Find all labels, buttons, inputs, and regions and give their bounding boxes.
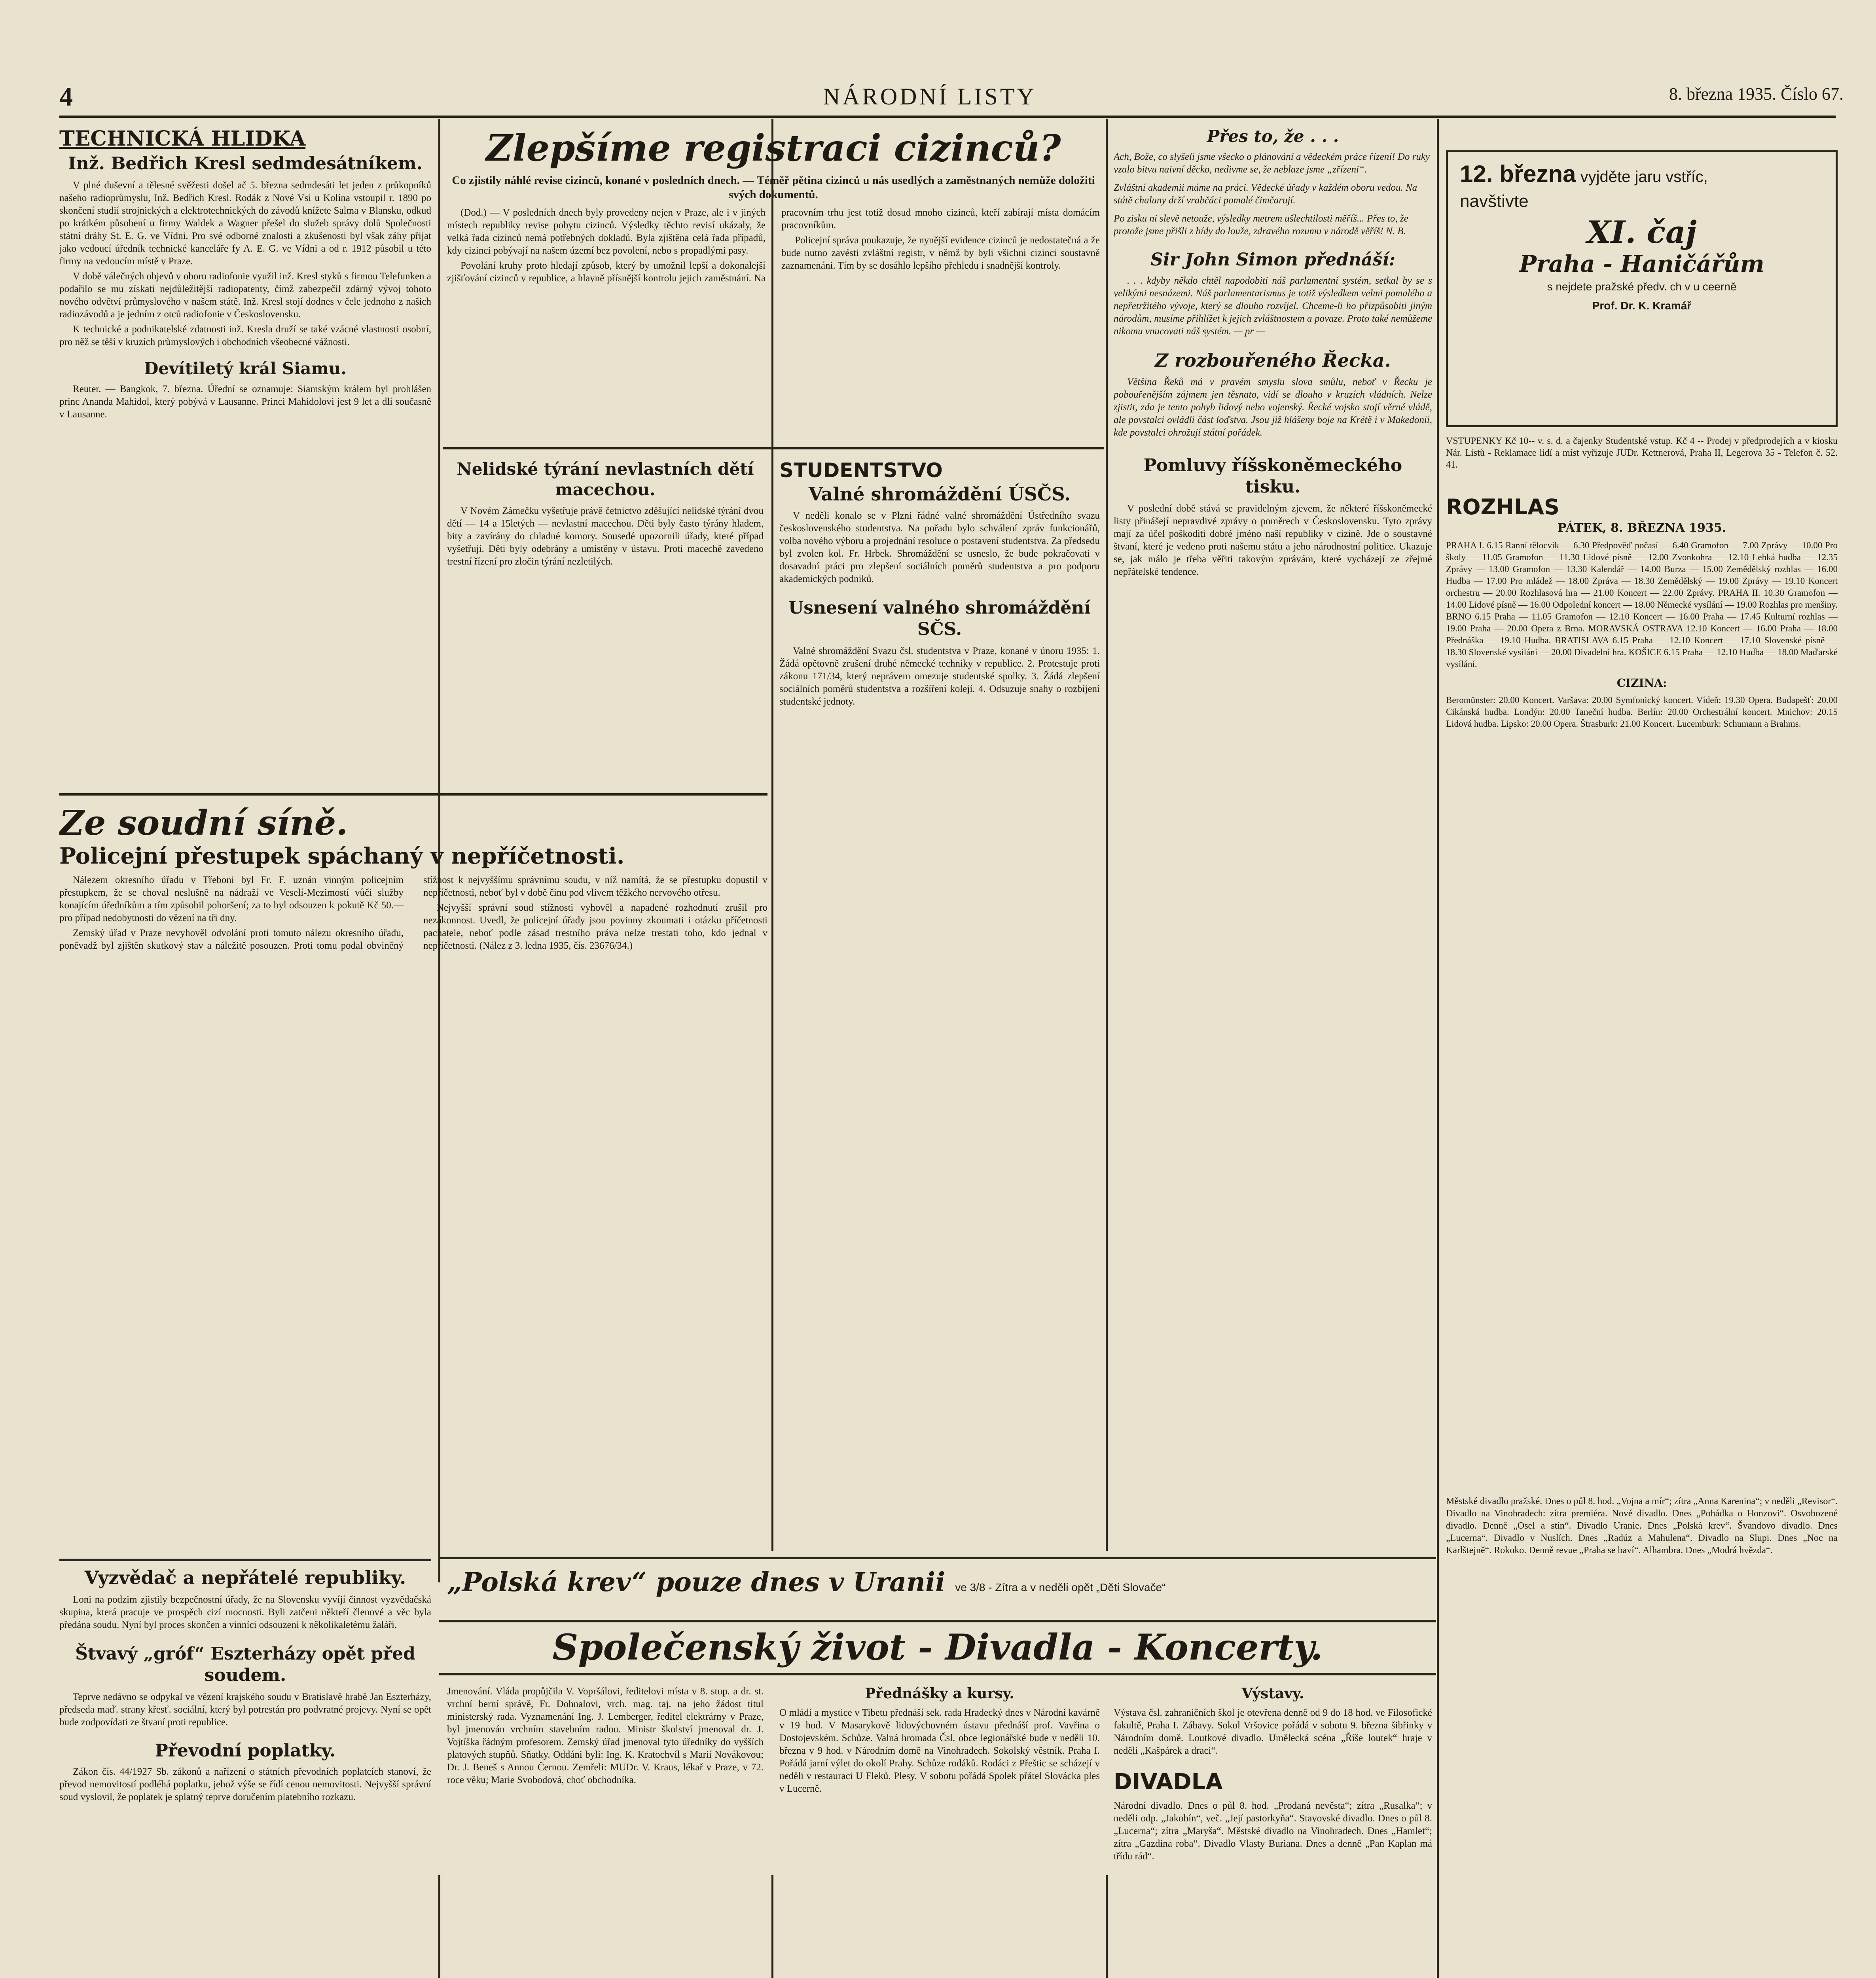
paragraph: Zemský úřad v Praze nevyhověl odvolání proti tomuto nálezu okresního úřadu, poněvadž byl zjištěn skutkový stav a náležitě posouzen. Proti tomu podal obviněný stížnost k nejvyššímu správnímu soudu, v níž namítá, že se přestupku dopustil v nepříčetnosti, neboť byl v době činu pod vlivem těžkého nervového otřesu. bbox=[59, 875, 767, 951]
court-section bbox=[59, 803, 767, 1555]
article-body bbox=[1114, 275, 1432, 338]
article-title: Štvavý „gróf“ Eszterházy opět před soudem. bbox=[75, 1644, 415, 1685]
ad-subtitle: Praha - Haničářům bbox=[1519, 250, 1764, 277]
article-title: Sir John Simon přednáší: bbox=[1150, 250, 1396, 270]
article-body bbox=[447, 505, 764, 568]
social-column-2 bbox=[779, 1685, 1100, 1978]
section-rule bbox=[439, 1557, 1436, 1559]
section-rule bbox=[59, 1559, 431, 1561]
article-title: Nelidské týrání nevlastních dětí macechou. bbox=[457, 459, 754, 499]
radio-foreign: Beromünster: 20.00 Koncert. Varšava: 20.00 Symfonický koncert. Vídeň: 19.30 Opera. Budapešť: 20.00 Cikánská hudba. Londýn: 20.00 Taneční hudba. Berlín: 20.00 Orchestrální koncert. Mnichov: 20.15 Lidová hudba. Lipsko: 20.00 Opera. Štrasburk: 21.00 Koncert. Lucemburk: Schumann a Brahms. bbox=[1446, 695, 1838, 729]
paragraph: V Novém Zámečku vyšetřuje právě četnictvo zděšující nelidské týrání dvou dětí — 14 a 15letých — nevlastní macechou. Děti byly často týrány hladem, bity a zavírány do chladné komory. Sousedé upozornili úřady, které případ vyšetřují. Děti byly odebrány a umístěny v ústavu. Proti macechě zavedeno trestní řízení pro zločin týrání nezletilých. bbox=[447, 506, 764, 567]
paragraph: Většina Řeků má v pravém smyslu slova smůlu, neboť v Řecku je pobouřenějším zájmem jen těsnato, vidí se dlouho v kruzích vládních. Nelze zjistit, zda je tento pohyb lidový nebo vojenský. Řecké vojsko stojí věrné vládě, ale povstalci ovládli část loďstva. Jsou již hlášeny boje na Krétě i v Makedonii, kde povstalci ohrožují státní pořádek. bbox=[1114, 377, 1432, 438]
paragraph: V neděli konalo se v Plzni řádné valné shromáždění Ústředního svazu československého studentstva. Na pořadu bylo schválení zpráv funkcionářů, volba nového výboru a projednání resoluce o postavení studentstva. Za předsedu byl zvolen kol. Fr. Hrbek. Shromáždění se usneslo, že bude pokračovati v dosavadní práci pro zlepšení sociálních poměrů studentstva a pro podporu akademických podniků. bbox=[779, 510, 1100, 584]
ad-line-2: navštivte bbox=[1460, 191, 1529, 211]
ad-line-3: s nejdete pražské předv. ch v u ceerně bbox=[1547, 280, 1737, 293]
uranie-banner bbox=[447, 1567, 1436, 1614]
society-banner bbox=[439, 1620, 1436, 1675]
paragraph: V plné duševní a tělesné svěžesti došel ač 5. března sedmdesáti let jeden z průkopníků našeho radioprůmyslu, Inž. Bedřich Kresl. Rodák z Nové Vsi u Kolína vstoupil r. 1890 po skončení studií strojnických a elektrotechnických do závodů knížete Salma v Blansku, odkud po krátkém působení u firmy Waldek a Wagner přešel do služeb správy dolů Společnosti státní dráhy St. E. G. ve Vídni. Pro své odborné znalosti a zkušenosti byl však záhy přijat jako vedoucí úředník technické kanceláře fy A. E. G. ve Vídni a od r. 1912 působil u této firmy na vedoucím místě v Praze. bbox=[59, 180, 431, 267]
poem-title: Přes to, že . . . bbox=[1207, 127, 1339, 146]
article-lead: Co zjistily náhlé revise cizinců, konané v posledních dnech. — Téměř pětina cizinců u nás usedlých a zaměstnaných nemůže doložiti svých dokumentů. bbox=[452, 174, 1095, 201]
tea-dance-ad bbox=[1446, 150, 1838, 427]
banner-title: „Polská krev“ pouze dnes v Uranii bbox=[447, 1567, 946, 1597]
social-column-1: Jmenování. Vláda propůjčila V. Vopršálovi, ředitelovi místa v 8. stup. a dr. st. vrchní berní správě, Fr. Dohnalovi, vrch. mag. taj. na jeho žádost titul ministerský rada. Vyznamenání Ing. J. Lemberger, ředitel elektrárny v Praze, byl jmenován vrchním stavebním radou. Ministr školství jmenoval dr. J. Vojtíška řádným profesorem. Zemský úřad jmenoval tyto úředníky do vyšších platových stupňů. Sňatky. Oddáni byli: Ing. K. Kratochvíl s Marií Novákovou; Dr. J. Beneš s Annou Černou. Zemřeli: MUDr. V. Kraus, lékař v Praze, v 72. roce věku; Marie Svobodová, choť obchodníka. bbox=[447, 1686, 764, 1785]
section-heading: STUDENTSTVO bbox=[779, 459, 943, 482]
article-title: Zlepšíme registraci cizinců? bbox=[486, 127, 1061, 169]
column-rule bbox=[1106, 1875, 1108, 1978]
section-rule bbox=[59, 793, 767, 796]
social-column-3 bbox=[1114, 1685, 1432, 1978]
stanza: Ach, Bože, co slyšeli jsme všecko o plánování a vědeckém práce řízení! Do ruky vzalo bitvu naivní děcko, nedivme se, že neblaze jsme „zřízeni“. bbox=[1114, 152, 1430, 175]
paragraph: Reuter. — Bangkok, 7. března. Úřední se oznamuje: Siamským králem byl prohlášen princ Ananda Mahidol, který pobývá v Lausanne. Princi Mahidolovi jest 9 let a dlí současně v Lausanne. bbox=[59, 384, 431, 420]
section-rule bbox=[443, 447, 1104, 449]
paragraph: (Dod.) — V posledních dnech byly provedeny nejen v Praze, ale i v jiných místech republiky revise pobytu cizinců. Výsledky těchto revisí ukázaly, že velká řada cizinců nemá potřebných dokladů. Byla zjištěna celá řada případů, kdy cizinci pobývají na našem území bez povolení, nebo s propadlými pasy. bbox=[447, 207, 766, 256]
article-body bbox=[1114, 376, 1432, 439]
article-body bbox=[59, 1766, 431, 1804]
section-heading: TECHNICKÁ HLIDKA bbox=[59, 127, 306, 151]
paragraph: Povolání kruhy proto hledají způsob, který by umožnil lepší a dokonalejší zjišťování cizinců v republice, a hlavně přísnější kontrolu jejich zaměstnání. Na pracovním trhu jest totiž dosud mnoho cizinců, kteří zabírají místa domácím pracovníkům. bbox=[447, 207, 1100, 284]
radio-program: PRAHA I. 6.15 Ranní tělocvik — 6.30 Předpověď počasí — 6.40 Gramofon — 7.00 Zprávy — 10.00 Pro školy — 11.05 Gramofon — 11.30 Lidové písně — 12.00 Zvonkohra — 12.10 Lehká hudba — 12.35 Zprávy — 13.00 Gramofon — 13.30 Kalendář — 14.00 Burza — 15.00 Zemědělský rozhlas — 16.00 Hudba — 17.00 Pro mládež — 18.00 Zpráva — 18.30 Zemědělský — 19.00 Zprávy — 19.10 Koncert orchestru — 20.00 Rozhlasová hra — 21.00 Koncert — 22.00 Zprávy. PRAHA II. 10.30 Gramofon — 14.00 Lidové písně — 16.00 Odpolední koncert — 18.00 Německé vysílání — 19.00 Rozhlas pro menšiny. BRNO 6.15 Praha — 11.05 Gramofon — 12.10 Koncert — 16.00 Praha — 17.45 Kulturní rozhlas — 19.00 Praha — 20.00 Opera z Brna. MORAVSKÁ OSTRAVA 12.10 Koncert — 16.00 Praha — 18.00 Přednáška — 19.10 Hudba. BRATISLAVA 6.15 Praha — 12.10 Koncert — 17.10 Slovenské písně — 18.30 Slovenské vysílání — 20.00 Divadelní hra. KOŠICE 6.15 Praha — 12.10 Hudba — 18.00 Maďarské vysílání. bbox=[1446, 540, 1838, 669]
ad-date: 12. března bbox=[1460, 161, 1576, 187]
column-rule bbox=[1437, 119, 1439, 1978]
paragraph: K technické a podnikatelské zdatnosti inž. Kresla druží se také vzácné vlastnosti osobní, pro něž se těší v kruzích průmyslových i obchodních všeobecné vážnosti. bbox=[59, 324, 431, 347]
radio-foreign-heading: CIZINA: bbox=[1616, 676, 1667, 690]
ad-line-1: vyjděte jaru vstříc, bbox=[1580, 168, 1708, 186]
student-section bbox=[779, 459, 1100, 1543]
article-title: Pomluvy říšskoněmeckého tisku. bbox=[1143, 455, 1402, 497]
article-title: Výstavy. bbox=[1241, 1685, 1304, 1702]
radio-day: PÁTEK, 8. BŘEZNA 1935. bbox=[1557, 521, 1726, 535]
article-body bbox=[59, 874, 767, 953]
article-body bbox=[59, 383, 431, 421]
paragraph: Nálezem okresního úřadu v Třeboni byl Fr. F. uznán vinným policejním přestupkem, že se choval neslušně na nádraží ve Veselí-Mezimostí vůči služby konajícím úředníkům a tím způsobil pohoršení; za to byl odsouzen k pokutě Kč 50.— pro případ nedobytnosti do vězení na tři dny. bbox=[59, 875, 404, 923]
article-title: Inž. Bedřich Kresl sedmdesátníkem. bbox=[68, 153, 423, 174]
article-body bbox=[779, 510, 1100, 585]
article-body bbox=[1114, 502, 1432, 578]
paragraph: . . . kdyby někdo chtěl napodobiti náš parlamentní systém, setkal by se s velikými nesnázemi. Náš parlamentarismus je totiž výsledkem velmi pomalého a nepřetržitého vývoje, který se dlouho rozvíjel. Chceme-li ho přizpůsobiti jiným národům, musíme přihlížet k jejich zvláštnostem a povaze. Proto také nemůžeme nikomu vnucovati náš systém. — pr — bbox=[1114, 275, 1432, 337]
article-body bbox=[59, 179, 431, 349]
article-body: Výstava čsl. zahraničních škol je otevřena denně od 9 do 18 hod. ve Filosofické fakultě, Praha I. Zábavy. Sokol Vršovice pořádá v sobotu 9. března šibřinky v Národním domě. Loutkové divadlo. Umělecká scéna „Říše loutek“ hraje v neděli „Kašpárek a draci“. bbox=[1114, 1707, 1432, 1756]
stanza: Zvláštní akademii máme na práci. Vědecké úřady v každém oboru vedou. Na státě chaluny drží vrabčáci pomalé čimčarují. bbox=[1114, 182, 1417, 206]
section-heading: Ze soudní síně. bbox=[59, 803, 348, 843]
article-body: O mládí a mystice v Tibetu přednáší sek. rada Hradecký dnes v Národní kavárně v 19 hod. V Masarykově lidovýchovném ústavu přednáší prof. Vavřina o Dostojevském. Schůze. Valná hromada Čsl. obce legionářské bude v neděli 10. března v 9 hod. v Národním domě na Vinohradech. Sokolský věstník. Praha I. Pořádá jarní výlet do okolí Prahy. Schůze rodáků. Rodáci z Přeštic se scházejí v neděli v restauraci U Fleků. Plesy. V sobotu pořádá Spolek přátel Slovácka ples v Lucerně. bbox=[779, 1707, 1100, 1794]
column-one-lower bbox=[59, 1567, 431, 1978]
ad-title: XI. čaj bbox=[1587, 214, 1697, 250]
paragraph: Teprve nedávno se odpykal ve vězení krajského soudu v Bratislavě hrabě Jan Eszterházy, předseda maď. strany křesť. sociální, který byl potrestán pro podvratné projevy. Nyní se opět bude zodpovídati ze štvaní proti republice. bbox=[59, 1692, 431, 1728]
article-title: Vyzvědač a nepřátelé republiky. bbox=[84, 1567, 406, 1588]
date-issue: 8. března 1935. Číslo 67. bbox=[1669, 84, 1844, 104]
article-body: Národní divadlo. Dnes o půl 8. hod. „Prodaná nevěsta“; zítra „Rusalka“; v neděli odp. „Jakobín“, več. „Její pastorkyňa“. Stavovské divadlo. Dnes o půl 8. „Lucerna“; zítra „Maryša“. Městské divadlo na Vinohradech. Dnes „Hamlet“; zítra „Gazdina roba“. Divadlo Vlasty Buriana. Dnes a denně „Pan Kaplan má třídu rád“. bbox=[1114, 1800, 1432, 1862]
article-body bbox=[447, 207, 1100, 285]
article-title: Přednášky a kursy. bbox=[865, 1685, 1014, 1702]
article-title: Policejní přestupek spáchaný v nepříčetnosti. bbox=[59, 843, 625, 869]
column-rule bbox=[438, 1875, 440, 1978]
ad-line bbox=[1460, 160, 1824, 188]
paragraph: V poslední době stává se pravidelným zjevem, že některé říšskoněmecké listy přinášejí nepravdivé zprávy o poměrech v Československu. Tyto zprávy mají za účel poškoditi dobré jméno naší republiky v cizině. Jde o soustavné štvaní, které je vedeno proti našemu státu a jeho národnostní politice. Ukazuje se, jak málo je třeba věřiti takovým zprávám, které vycházejí ze zřejmé nepřátelské tendence. bbox=[1114, 503, 1432, 577]
banner-main-title: Společenský život - Divadla - Koncerty. bbox=[552, 1626, 1323, 1668]
paragraph: Policejní správa poukazuje, že nynější evidence cizinců je nedostatečná a že bude nutno zavésti zvláštní registr, v němž by byli všichni cizinci soustavně zaznamenáni. Tím by se dosáhlo lepšího přehledu i snadnější kontroly. bbox=[781, 235, 1100, 271]
article-title: Z rozbouřeného Řecka. bbox=[1155, 350, 1391, 371]
column-rule bbox=[1106, 119, 1108, 1551]
column-four bbox=[1114, 127, 1432, 1551]
article-body bbox=[59, 1691, 431, 1729]
paragraph: Valné shromáždění Svazu čsl. studentstva v Praze, konané v únoru 1935: 1. Žádá opětovně zrušení druhé německé techniky v republice. 2. Protestuje proti zákonu 171/34, který neprávem omezuje studentské spolky. 3. Žádá zlepšení sociálních poměrů studentstva a rozšíření kolejí. 4. Odsuzuje snahy o rozbíjení studentské jednoty. bbox=[779, 646, 1100, 707]
article-title: Valné shromáždění ÚSČS. bbox=[808, 483, 1071, 505]
article-title: Usnesení valného shromáždění SČS. bbox=[788, 598, 1091, 639]
article-title: Převodní poplatky. bbox=[155, 1741, 336, 1761]
article-title: Devítiletý král Siamu. bbox=[144, 359, 347, 378]
paragraph: Loni na podzim zjistily bezpečnostní úřady, že na Slovensku vyvíjí činnost vyzvědačská skupina, která pracuje ve prospěch cizí mocnosti. Byli zatčeni někteří členové a věc byla předána soudu. Nyní byl proces skončen a vinníci odsouzeni k několikaletému žaláři. bbox=[59, 1594, 431, 1630]
article-body bbox=[59, 1593, 431, 1631]
paragraph: Nejvyšší správní soud stížnosti vyhověl a napadené rozhodnutí zrušil pro nezákonnost. Uvedl, že policejní úřady jsou povinny zkoumati i otázku příčetnosti pachatele, neboť podle zásad trestního práva nelze trestati toho, kdo jednal v nepříčetnosti. (Nález z 3. ledna 1935, čís. 23676/34.) bbox=[423, 902, 767, 951]
masthead: NÁRODNÍ LISTY bbox=[823, 83, 1037, 110]
poem-body bbox=[1114, 151, 1432, 238]
stanza: Po zisku ni slevě netouže, výsledky metrem ušlechtilosti měříš... Přes to, že protože jsme přišli z bídy do louže, zdravého rozumu v národě věříš! N. B. bbox=[1114, 213, 1408, 237]
header-rule bbox=[59, 116, 1836, 118]
ad-tickets: VSTUPENKY Kč 10-- v. s. d. a čajenky Studentské vstup. Kč 4 -- Prodej v předprodejích a v kiosku Nár. Listů - Reklamace lidí a míst vyřizuje JUDr. Kettnerová, Praha II, Legerova 35 - Telefon č. 52. 41. bbox=[1446, 436, 1838, 470]
theatre-listing: Městské divadlo pražské. Dnes o půl 8. hod. „Vojna a mír“; zítra „Anna Karenina“; v neděli „Revisor“. Divadlo na Vinohradech: zítra premiéra. Nové divadlo. Dnes „Pohádka o Honzovi“. Osvobozené divadlo. Denně „Osel a stín“. Divadlo Uranie. Dnes „Polská krev“. Švandovo divadlo. Dnes „Lucerna“. Divadlo v Nuslích. Dnes „Radúz a Mahulena“. Divadlo na Slupi. Dnes „Noc na Karlštejně“. Rokoko. Denně revue „Praha se baví“. Alhambra. Dnes „Modrá hvězda“. bbox=[1446, 1496, 1838, 1555]
article-body bbox=[779, 645, 1100, 708]
page-number: 4 bbox=[59, 81, 73, 112]
paragraph: V době válečných objevů v oboru radiofonie využil inž. Kresl styků s firmou Telefunken a podařilo se mu získati nejdůležitější radiopatenty, čímž zabezpečil zdárný vývoj tohoto nového odvětví průmyslového v našem státě. Inž. Kresl stojí dodnes v čele jednoho z našich radiozávodů a je jedním z otců radiofonie v Československu. bbox=[59, 271, 431, 320]
stepchildren-article bbox=[447, 459, 764, 787]
section-heading: DIVADLA bbox=[1114, 1769, 1223, 1795]
main-article bbox=[447, 127, 1100, 443]
paragraph: Zákon čís. 44/1927 Sb. zákonů a nařízení o státních převodních poplatcích stanoví, že převod nemovitostí podléhá poplatku, jehož výše se řídí cenou nemovitosti. Nejvyšší správní soud vyslovil, že poplatek je splatný teprve doručením platebního rozkazu. bbox=[59, 1766, 431, 1802]
technical-section bbox=[59, 127, 431, 795]
column-rule bbox=[771, 1875, 773, 1978]
banner-note: ve 3/8 - Zítra a v neděli opět „Děti Slovače“ bbox=[955, 1581, 1166, 1593]
radio-section bbox=[1446, 494, 1838, 1484]
ad-author: Prof. Dr. K. Kramář bbox=[1592, 299, 1692, 312]
section-heading: ROZHLAS bbox=[1446, 494, 1560, 519]
